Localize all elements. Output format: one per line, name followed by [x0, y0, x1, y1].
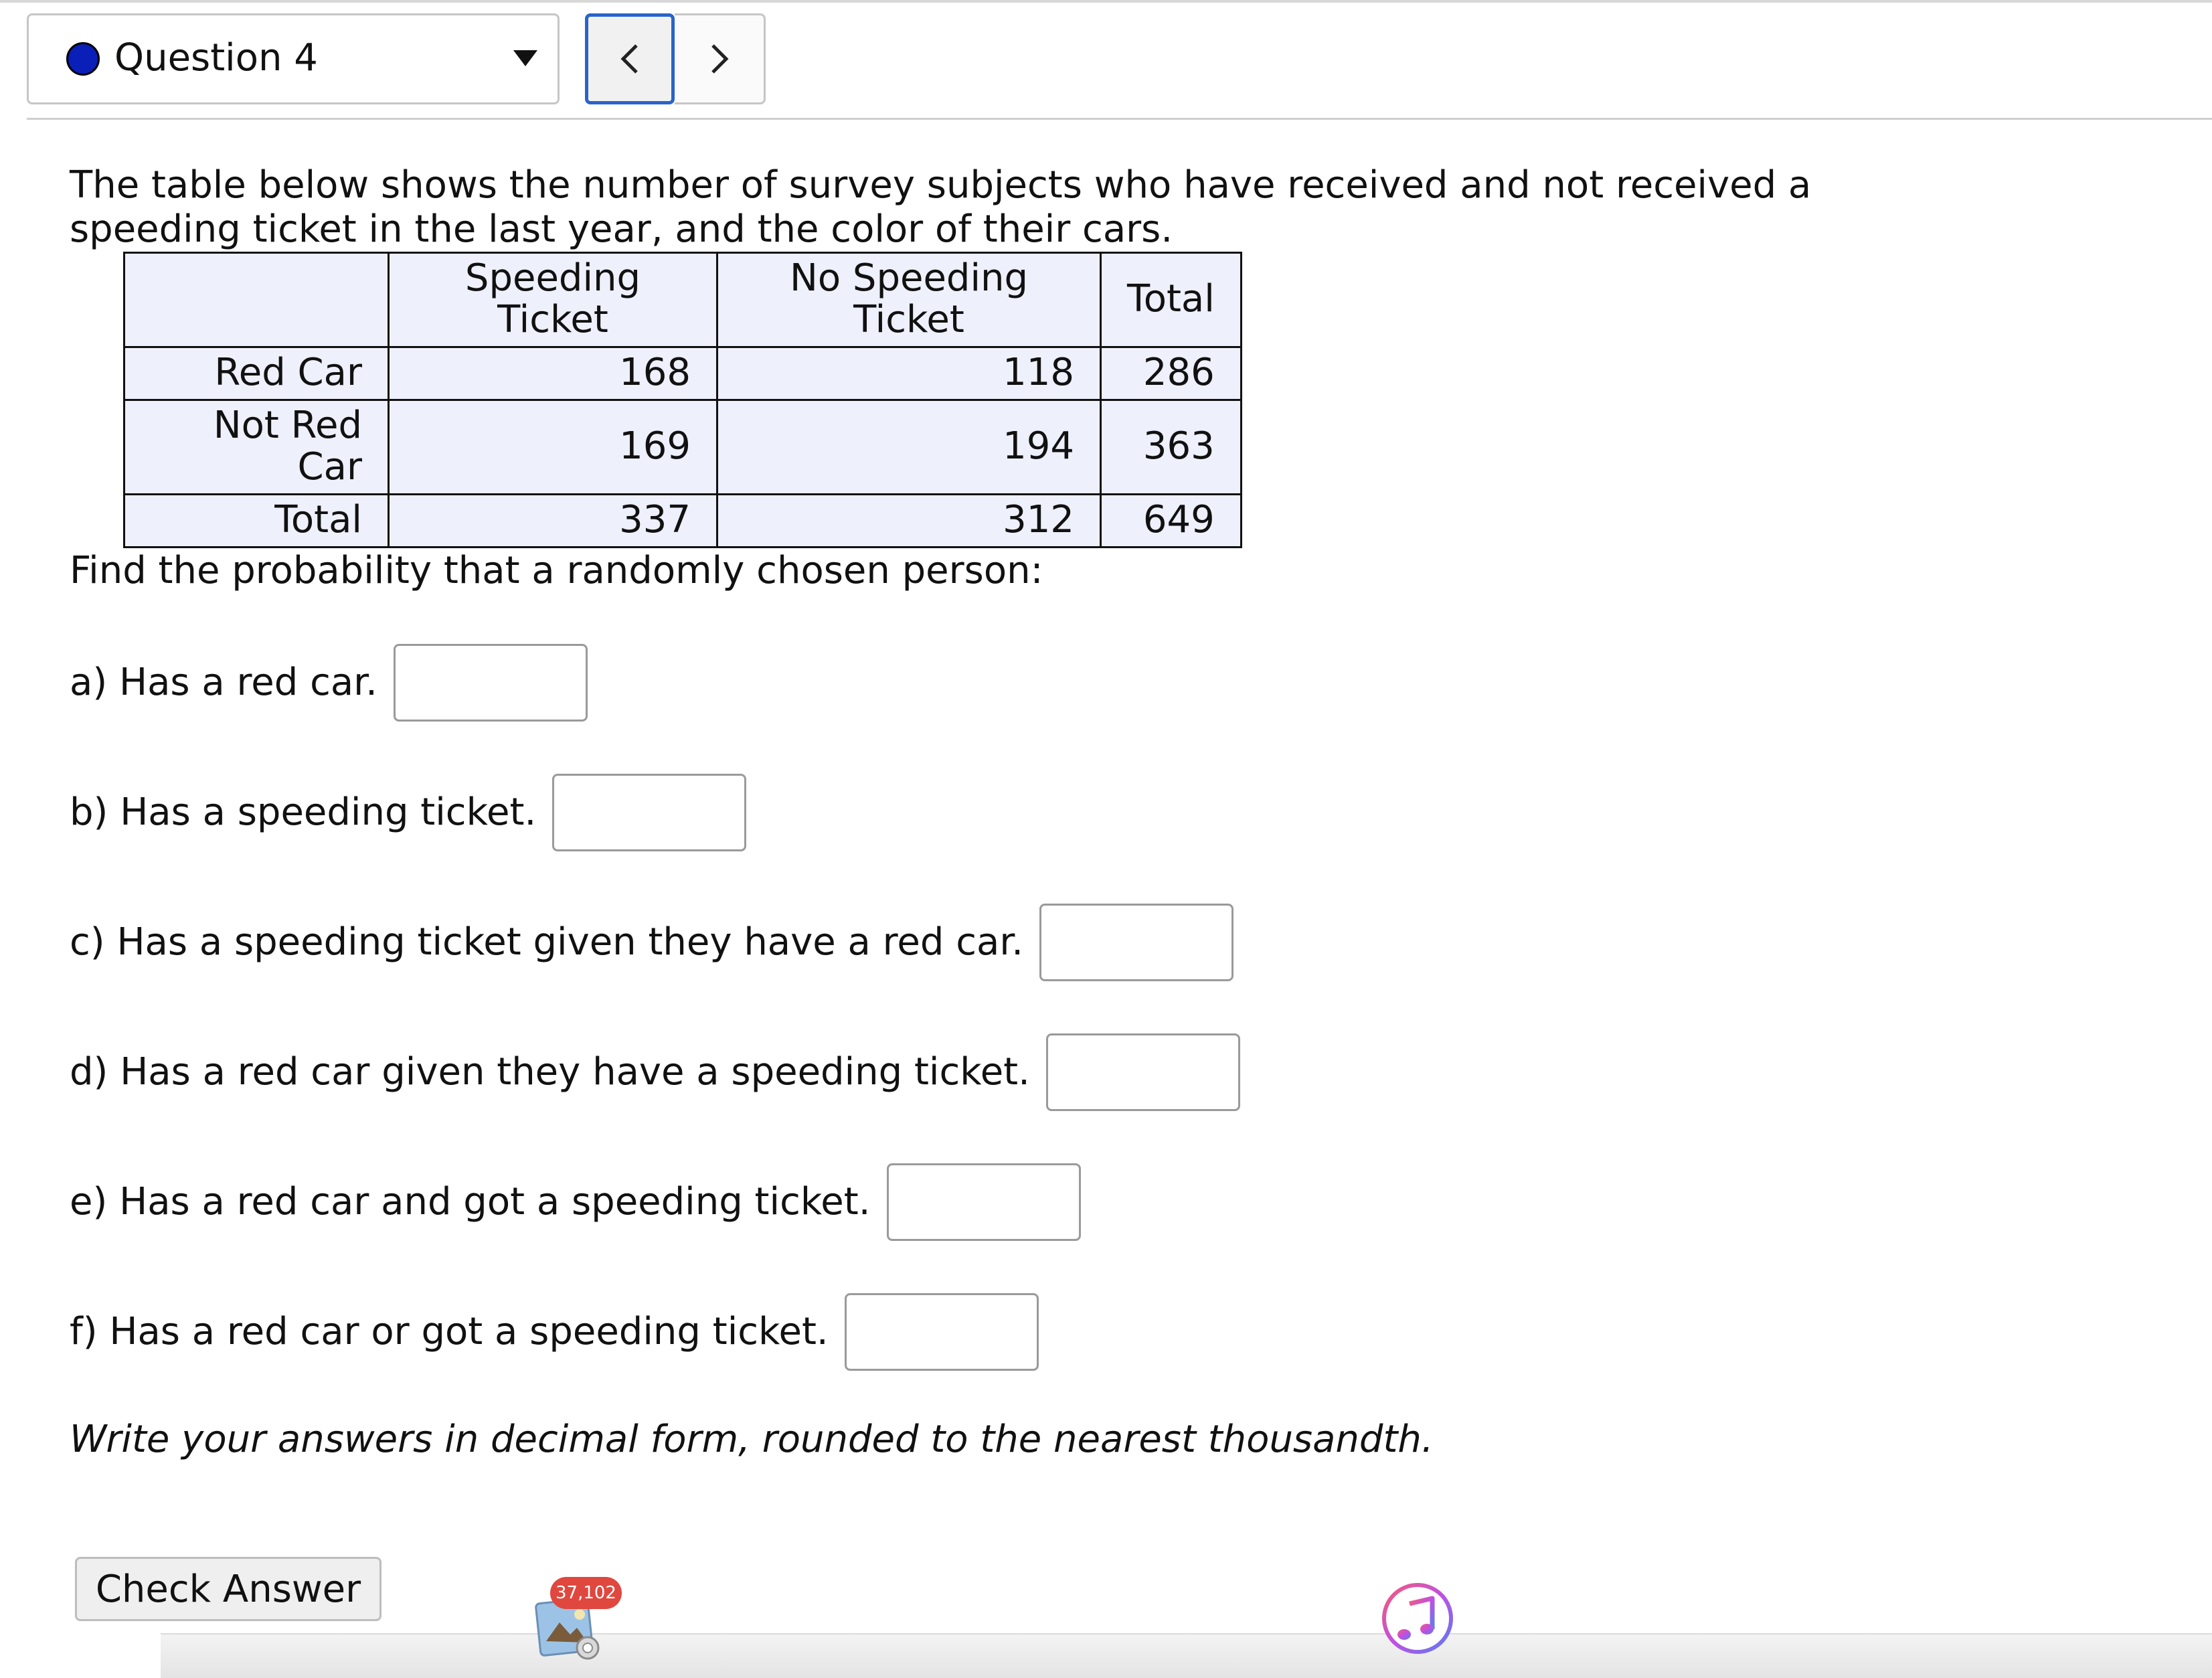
answer-input-d[interactable]: [1046, 1033, 1240, 1111]
row-label: Red Car: [124, 347, 389, 400]
dock-bar: [161, 1633, 2212, 1678]
answer-input-a[interactable]: [394, 644, 588, 722]
table-row: [124, 400, 1242, 495]
check-answer-button[interactable]: Check Answer: [75, 1557, 381, 1621]
notification-badge: 37,102: [550, 1577, 622, 1609]
chevron-left-icon: [619, 43, 641, 75]
part-b: [70, 774, 746, 851]
table-cell: 168: [389, 347, 717, 400]
question-selector[interactable]: [27, 13, 560, 104]
instructions-note: Write your answers in decimal form, rounded to the nearest thousandth.: [70, 1418, 1434, 1461]
question-prompt: Find the probability that a randomly chosen person:: [70, 549, 1043, 592]
part-d-label: d) Has a red car given they have a speeding ticket.: [70, 1050, 1030, 1094]
row-label: Not Red Car: [124, 400, 389, 495]
part-c: [70, 904, 1233, 981]
table-row: [124, 347, 1242, 400]
caret-down-icon: [513, 50, 537, 66]
chevron-right-icon: [709, 43, 730, 75]
row-label: Total: [124, 495, 389, 548]
part-d: [70, 1033, 1240, 1111]
table-cell: 118: [717, 347, 1101, 400]
table-header-row: [124, 253, 1242, 347]
part-e: [70, 1163, 1081, 1241]
table-cell: 649: [1101, 495, 1242, 548]
answer-input-c[interactable]: [1039, 904, 1233, 981]
answer-input-e[interactable]: [887, 1163, 1081, 1241]
table-row: [124, 495, 1242, 548]
status-dot-icon: [66, 42, 100, 76]
contingency-table: [123, 252, 1242, 548]
part-b-label: b) Has a speeding ticket.: [70, 790, 537, 834]
table-cell: 337: [389, 495, 717, 548]
next-question-button[interactable]: [675, 13, 766, 104]
part-a: [70, 644, 588, 722]
header-divider: [27, 118, 2212, 120]
table-cell: 194: [717, 400, 1101, 495]
part-a-label: a) Has a red car.: [70, 661, 377, 704]
table-cell: 312: [717, 495, 1101, 548]
answer-input-b[interactable]: [552, 774, 746, 851]
table-cell: 286: [1101, 347, 1242, 400]
table-header-cell: Speeding Ticket: [389, 253, 717, 347]
table-cell: 169: [389, 400, 717, 495]
music-note-icon: [1380, 1581, 1455, 1656]
question-intro: The table below shows the number of survey subjects who have received and not received a speeding ticket in the last year, and the color of their cars.: [70, 163, 1812, 251]
question-label: Question 4: [114, 36, 318, 80]
previous-question-button[interactable]: [585, 13, 675, 104]
table-header-cell: No Speeding Ticket: [717, 253, 1101, 347]
part-c-label: c) Has a speeding ticket given they have a red car.: [70, 920, 1024, 964]
part-f: [70, 1293, 1039, 1371]
table-cell: 363: [1101, 400, 1242, 495]
table-header-cell: [124, 253, 389, 347]
part-f-label: f) Has a red car or got a speeding ticket.: [70, 1310, 829, 1353]
top-divider: [0, 0, 2212, 3]
music-app-icon[interactable]: [1380, 1581, 1455, 1656]
part-e-label: e) Has a red car and got a speeding ticket.: [70, 1180, 871, 1224]
answer-input-f[interactable]: [845, 1293, 1039, 1371]
table-header-cell: Total: [1101, 253, 1242, 347]
